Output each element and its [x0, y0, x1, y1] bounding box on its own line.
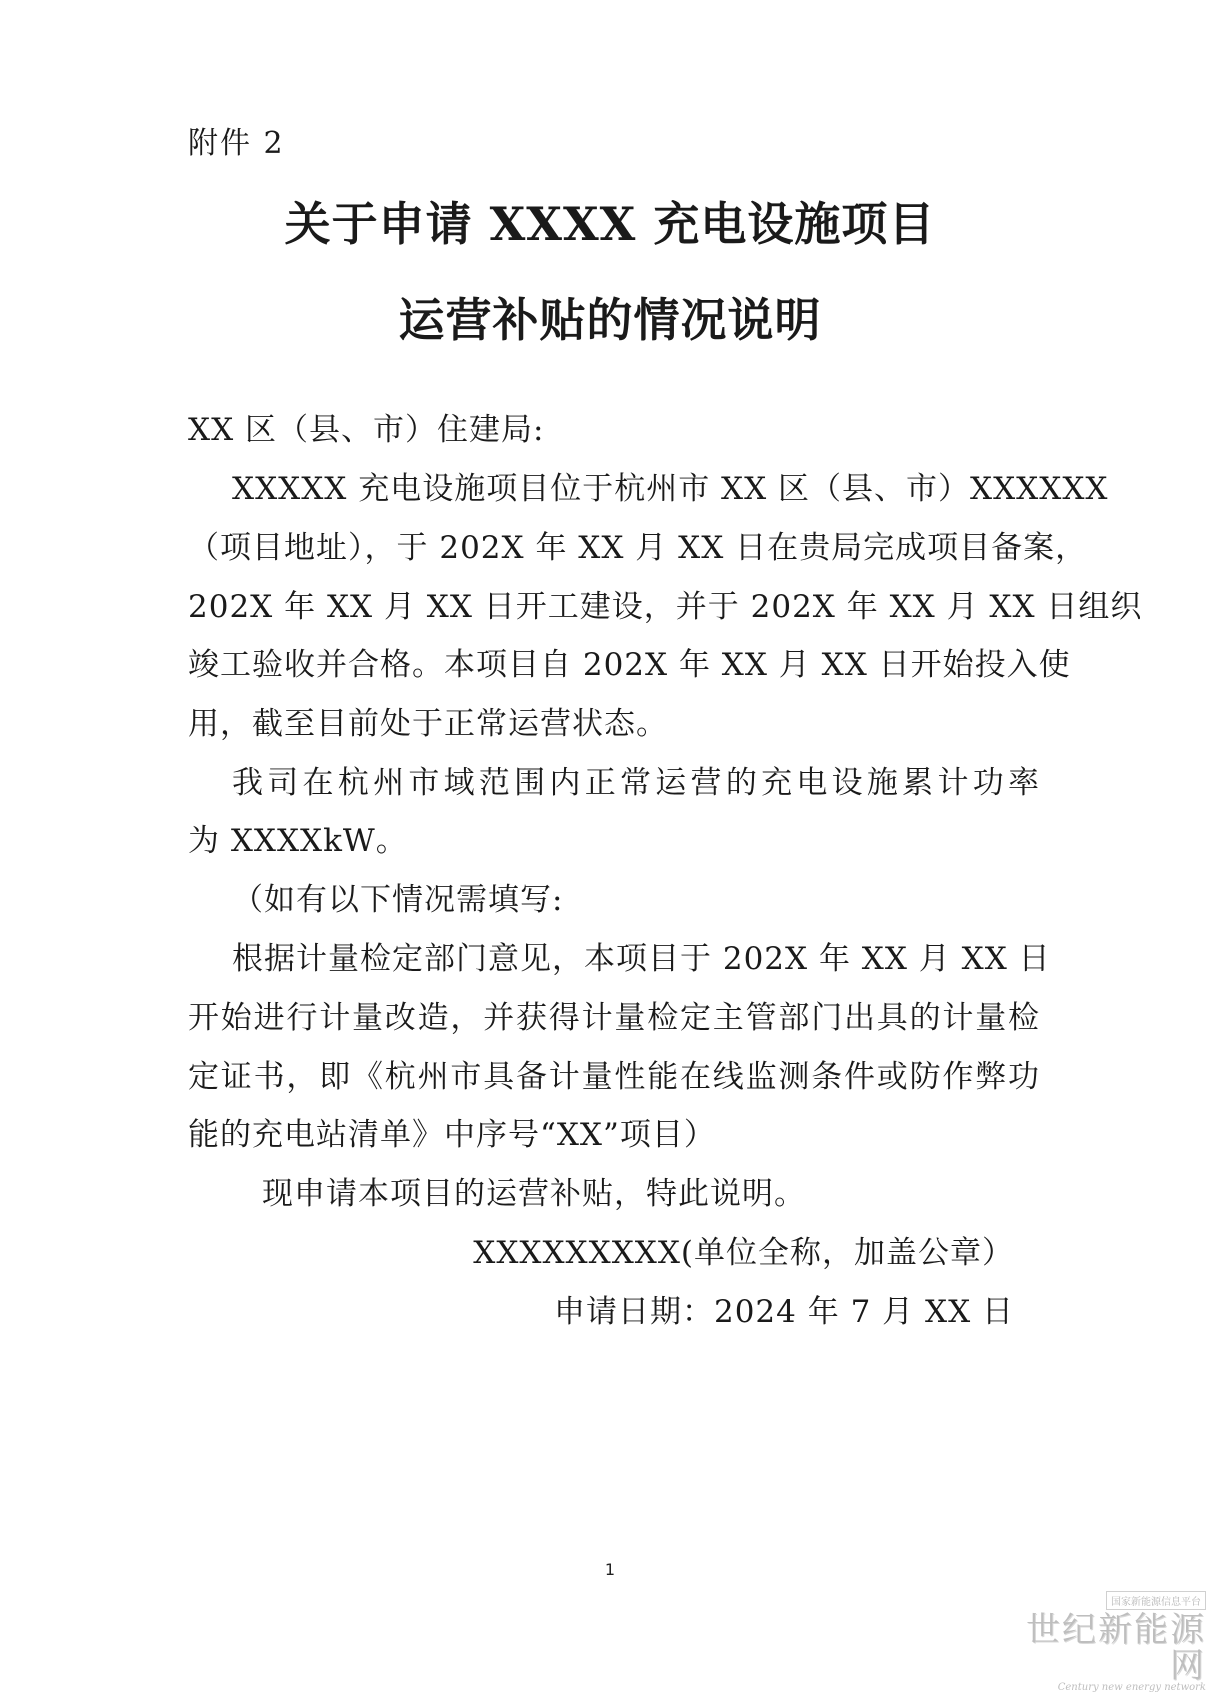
paragraph-1-line-3: 202X 年 XX 月 XX 日开工建设，并于 202X 年 XX 月 XX 日组织 [188, 589, 1143, 625]
watermark-logo-text: 世纪新能源网 [1026, 1610, 1206, 1686]
paragraph-2-line-2: 为 XXXXkW。 [188, 823, 408, 859]
signature-date: 申请日期：2024 年 7 月 XX 日 [553, 1294, 1014, 1330]
document-title-line-2: 运营补贴的情况说明 [398, 293, 822, 347]
paragraph-4-line-1: 根据计量检定部门意见，本项目于 202X 年 XX 月 XX 日 [232, 941, 1051, 977]
paragraph-4-line-2: 开始进行计量改造，并获得计量检定主管部门出具的计量检 [188, 1000, 1040, 1036]
paragraph-4-line-3: 定证书，即《杭州市具备计量性能在线监测条件或防作弊功 [188, 1059, 1040, 1095]
watermark [1006, 1590, 1206, 1693]
paragraph-5: 现申请本项目的运营补贴，特此说明。 [262, 1176, 806, 1212]
paragraph-3: （如有以下情况需填写: [232, 882, 564, 918]
paragraph-1-line-2: （项目地址），于 202X 年 XX 月 XX 日在贵局完成项目备案， [188, 530, 1088, 566]
paragraph-4-line-4: 能的充电站清单》中序号“XX”项目） [188, 1117, 716, 1153]
paragraph-1-line-4: 竣工验收并合格。本项目自 202X 年 XX 月 XX 日开始投入使 [188, 647, 1071, 683]
paragraph-2-line-1: 我司在杭州市域范围内正常运营的充电设施累计功率 [232, 765, 1040, 801]
salutation: XX 区（县、市）住建局: [188, 412, 545, 448]
paragraph-1-line-5: 用，截至目前处于正常运营状态。 [188, 706, 668, 742]
page-number: 1 [604, 1560, 616, 1579]
document-title-line-1: 关于申请 XXXX 充电设施项目 [284, 197, 936, 251]
signature-unit: XXXXXXXXX(单位全称，加盖公章） [473, 1235, 1014, 1271]
watermark-banner: 国家新能源信息平台 [1106, 1591, 1206, 1610]
paragraph-1-line-1: XXXXX 充电设施项目位于杭州市 XX 区（县、市）XXXXXX [232, 471, 1109, 507]
attachment-label: 附件 2 [188, 126, 285, 161]
watermark-subtitle: Century new energy network [1057, 1682, 1206, 1693]
